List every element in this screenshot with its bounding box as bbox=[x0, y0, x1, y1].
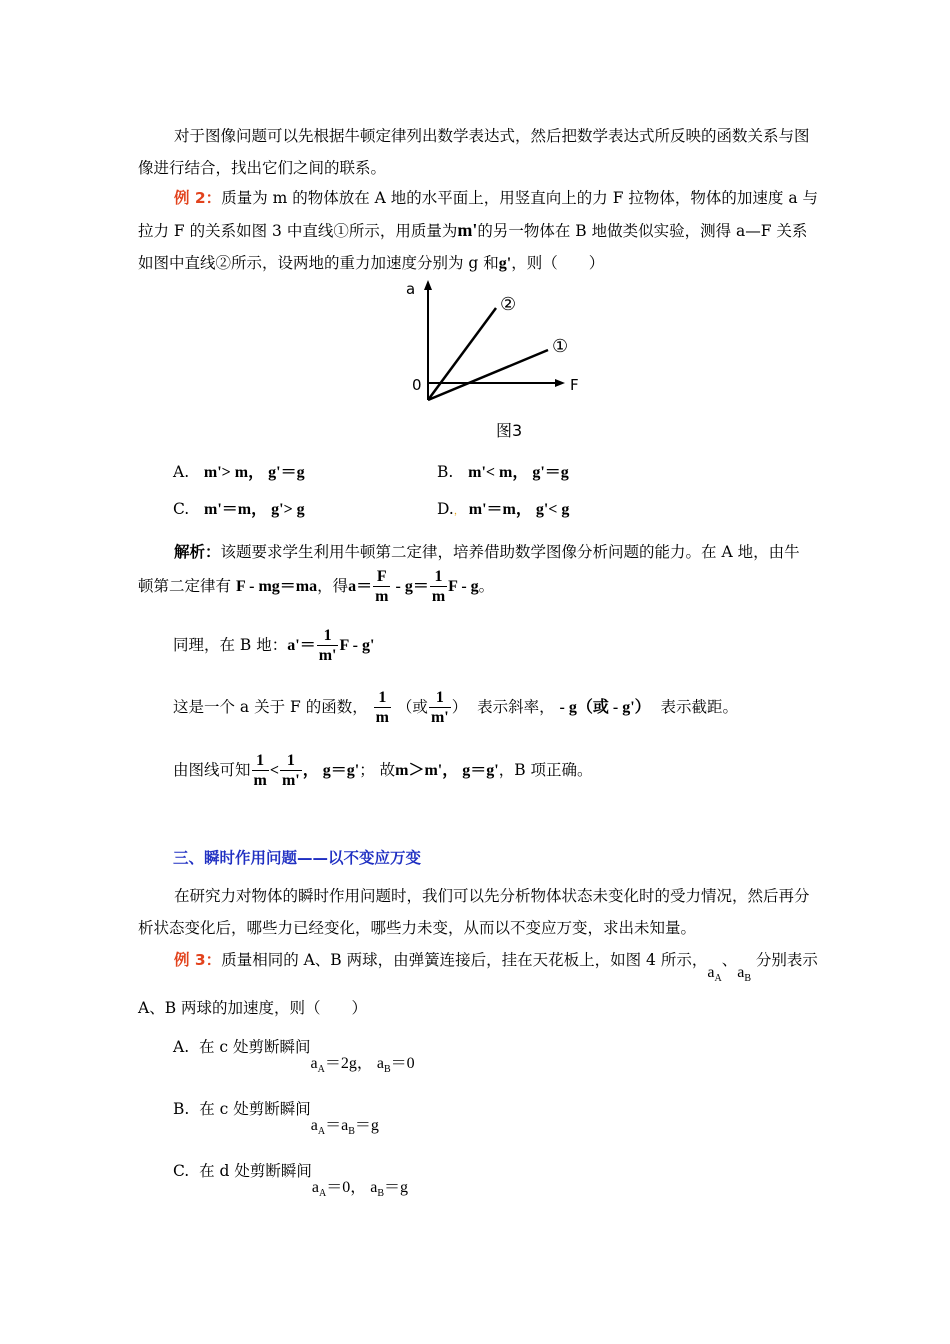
analysis-line-2 bbox=[138, 566, 818, 607]
option3-a-letter: A. bbox=[173, 1038, 190, 1056]
option3-b-text: 在 c 处剪断瞬间 bbox=[199, 1100, 311, 1118]
option-b-letter: B. bbox=[437, 463, 454, 481]
option3-a-expr bbox=[310, 1055, 415, 1075]
expr-val: ＝0 bbox=[390, 1055, 415, 1072]
fraction-1-over-m bbox=[430, 568, 447, 607]
expr-sub: B bbox=[348, 1126, 355, 1137]
func-prefix: 这是一个 a 关于 F 的函数， bbox=[173, 698, 368, 716]
frac-den: m bbox=[375, 708, 389, 726]
frac-den: m' bbox=[281, 771, 300, 789]
example2-text-3: ，则（ ） bbox=[511, 254, 605, 272]
eq2-tail: F - g bbox=[448, 578, 479, 595]
c-g2: ， g＝g' bbox=[442, 762, 499, 779]
option-d-value: m'＝m， g'< g bbox=[468, 501, 570, 518]
x-axis-arrow bbox=[555, 379, 565, 387]
func-intercept: 表示截距。 bbox=[660, 698, 739, 716]
option3-b-expr bbox=[310, 1117, 379, 1137]
end-mark: 。 bbox=[478, 577, 495, 595]
option3-c-expr bbox=[311, 1179, 409, 1199]
expr-val: ＝g bbox=[354, 1117, 379, 1134]
aA-letter: a bbox=[707, 964, 715, 981]
eq2-lhs: a＝ bbox=[348, 578, 373, 595]
frac-den: m bbox=[431, 587, 446, 605]
example2-label: 例 2： bbox=[174, 189, 222, 207]
frac-den: m' bbox=[430, 708, 449, 726]
example2-text-2: 的另一物体在 B 地做类似实验，测得 a—F 关系如图中直线②所示，设两地的重力加速度分别为 g 和 bbox=[138, 222, 808, 272]
example2-text-1: 质量为 m 的物体放在 A 地的水平面上，用竖直向上的力 F 拉物体，物体的加速度 a 与拉力 F 的关系如图 3 中直线①所示，用质量为 bbox=[138, 189, 818, 240]
func-slope: 表示斜率， bbox=[477, 698, 555, 716]
expr-a: a bbox=[310, 1117, 318, 1134]
aB-sub: B bbox=[744, 973, 751, 984]
expr-sub: B bbox=[384, 1064, 391, 1075]
option3-c-text: 在 d 处剪断瞬间 bbox=[199, 1162, 312, 1180]
intro-paragraph: 对于图像问题可以先根据牛顿定律列出数学表达式，然后把数学表达式所反映的函数关系与图像进行结合，找出它们之间的联系。 bbox=[138, 127, 810, 177]
example2-g-prime: g' bbox=[498, 255, 512, 272]
func-or-close: ） bbox=[451, 698, 468, 716]
expr-sub: B bbox=[377, 1188, 385, 1199]
figure-caption: 图3 bbox=[496, 421, 523, 440]
option3-b bbox=[173, 1095, 853, 1137]
expr-a: a bbox=[310, 1055, 318, 1072]
example3-paragraph bbox=[138, 943, 818, 984]
frac-num: 1 bbox=[429, 689, 451, 708]
frac-den: m bbox=[375, 587, 389, 605]
section-3-paragraph: 在研究力对物体的瞬时作用问题时，我们可以先分析物体状态未变化时的受力情况，然后再分析状态变化后，哪些力已经变化，哪些力未变，从而以不变应万变，求出未知量。 bbox=[138, 887, 810, 937]
analysis-line-1 bbox=[138, 536, 818, 568]
figure-3-graph bbox=[398, 272, 598, 452]
analysis-function bbox=[173, 687, 853, 728]
conclude-prefix: 由图线可知 bbox=[173, 761, 251, 779]
example3-sep: 、 bbox=[721, 951, 738, 969]
option-d-letter: D. bbox=[437, 500, 454, 518]
example2-m-prime: m' bbox=[457, 220, 478, 240]
fraction-1-over-m-prime-c bbox=[280, 752, 302, 791]
option-b bbox=[437, 460, 569, 485]
c-end: ，B 项正确。 bbox=[498, 761, 593, 779]
expr-a: a bbox=[311, 1179, 319, 1196]
expr-a: a bbox=[376, 1055, 384, 1072]
aB-letter: a bbox=[737, 964, 745, 981]
fraction-f-over-m bbox=[373, 568, 390, 607]
c-g: ， g＝g' bbox=[302, 762, 360, 779]
eq3-tail: F - g' bbox=[339, 637, 375, 654]
option3-b-letter: B. bbox=[173, 1100, 190, 1118]
example3-label: 例 3： bbox=[174, 951, 222, 969]
c-so: ； 故 bbox=[359, 761, 396, 779]
expr-val: ＝g bbox=[384, 1179, 409, 1196]
option-d-mark: ， bbox=[453, 506, 464, 517]
frac-num: 1 bbox=[317, 627, 339, 646]
section-3-heading bbox=[173, 842, 853, 874]
fraction-1-over-m-prime bbox=[317, 627, 339, 666]
x-axis-label: F bbox=[570, 376, 579, 394]
frac-num: 1 bbox=[252, 752, 269, 771]
analysis-label: 解析： bbox=[174, 543, 221, 561]
expr-a: a bbox=[341, 1117, 349, 1134]
frac-den: m bbox=[253, 771, 267, 789]
equation-1: F - mg＝ma bbox=[235, 578, 318, 595]
c-m: m＞m' bbox=[395, 762, 443, 779]
frac-num: 1 bbox=[430, 568, 447, 587]
frac-num: 1 bbox=[374, 689, 391, 708]
fraction-1-over-m-c bbox=[252, 752, 269, 791]
fraction-slope bbox=[374, 689, 391, 728]
eq2-mid: - g＝ bbox=[391, 578, 429, 595]
analysis-text-2: 顿第二定律有 bbox=[138, 577, 232, 595]
analysis-get: ，得 bbox=[317, 577, 349, 595]
func-or-open: （或 bbox=[396, 698, 428, 716]
aB-symbol bbox=[737, 964, 751, 984]
frac-den: m' bbox=[318, 646, 337, 664]
aA-sub: A bbox=[714, 973, 722, 984]
example3-text-1: 质量相同的 A、B 两球，由弹簧连接后，挂在天花板上，如图 4 所示， bbox=[221, 951, 708, 969]
expr-a: a bbox=[370, 1179, 378, 1196]
frac-num: F bbox=[373, 568, 390, 587]
option-a bbox=[173, 460, 305, 485]
option3-a-text: 在 c 处剪断瞬间 bbox=[198, 1038, 311, 1056]
line-2-label: ② bbox=[500, 294, 517, 315]
example3-text-2: 分别表示 bbox=[755, 951, 818, 969]
analysis-same-b bbox=[173, 625, 853, 666]
line-1-label: ① bbox=[552, 336, 569, 357]
option-c bbox=[173, 497, 305, 522]
option-a-letter: A. bbox=[173, 463, 190, 481]
same-prefix: 同理，在 B 地： bbox=[173, 636, 288, 654]
func-intercept-expr: - g（或 - g'） bbox=[559, 699, 651, 716]
expr-sub: A bbox=[318, 1188, 327, 1199]
analysis-conclusion bbox=[173, 750, 853, 791]
y-axis-arrow bbox=[424, 280, 432, 290]
y-axis-label: a bbox=[406, 280, 416, 298]
fraction-slope-prime bbox=[429, 689, 451, 728]
section-3-title: 三、瞬时作用问题——以不变应万变 bbox=[173, 849, 422, 867]
option3-c bbox=[173, 1157, 853, 1199]
expr-val: ＝2g， bbox=[324, 1055, 373, 1072]
option-d bbox=[437, 497, 569, 524]
expr-sub: A bbox=[317, 1126, 326, 1137]
analysis-text-1: 该题要求学生利用牛顿第二定律，培养借助数学图像分析问题的能力。在 A 地，由牛 bbox=[220, 543, 800, 561]
expr-val: ＝ bbox=[325, 1117, 342, 1134]
option-a-value: m'> m， g'＝g bbox=[203, 464, 305, 481]
frac-num: 1 bbox=[280, 752, 302, 771]
option-b-value: m'< m， g'＝g bbox=[468, 464, 569, 481]
example2-paragraph bbox=[138, 182, 818, 280]
expr-val: ＝0， bbox=[326, 1179, 367, 1196]
option3-c-letter: C. bbox=[173, 1162, 190, 1180]
option3-a bbox=[173, 1033, 853, 1075]
origin-label: 0 bbox=[412, 376, 422, 394]
less-than: < bbox=[269, 762, 279, 779]
expr-sub: A bbox=[317, 1064, 325, 1075]
aA-symbol bbox=[707, 964, 722, 984]
eq3-lhs: a'＝ bbox=[287, 637, 316, 654]
option-c-letter: C. bbox=[173, 500, 190, 518]
option-c-value: m'＝m， g'> g bbox=[204, 501, 305, 518]
example3-line-2: A、B 两球的加速度，则（ ） bbox=[138, 999, 368, 1017]
